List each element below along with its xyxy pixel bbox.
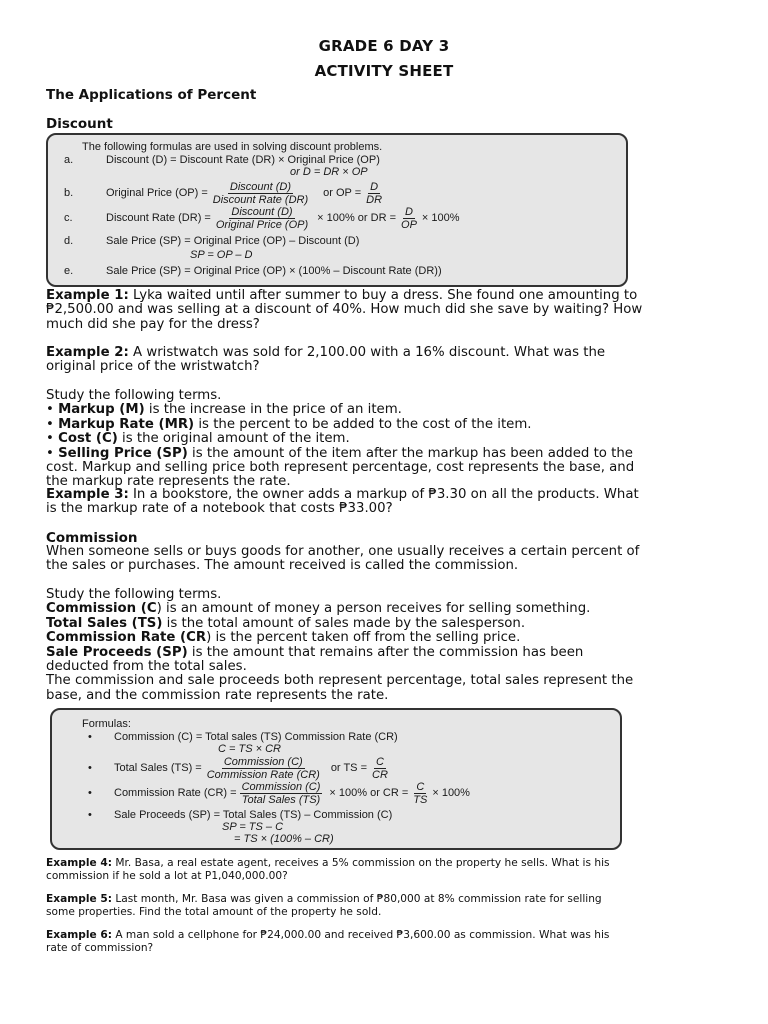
formula-c-end: × 100%: [421, 212, 460, 224]
example-3: [46, 488, 726, 517]
example-4-label: Example 4:: [46, 857, 112, 869]
example-4: [46, 857, 726, 883]
term-selling-price-def: is the amount of the item after the markup has been added to the: [187, 445, 633, 461]
example-5-label: Example 5:: [46, 893, 112, 905]
commission-formula-4-bullet: •: [88, 809, 92, 821]
formula-d-label: d.: [64, 235, 74, 247]
formula-a-label: a.: [64, 154, 74, 166]
commission-formula-3: [88, 780, 470, 806]
commission-formula-4: Sale Proceeds (SP) = Total Sales (TS) – Commission (C): [114, 809, 393, 821]
commission-formula-2-numerator: Commission (C): [223, 755, 303, 768]
commission-formula-3-numerator: Commission (C): [241, 780, 321, 793]
term-total-sales: Total Sales (TS): [46, 615, 163, 631]
example-1-line3: much did she pay for the dress?: [46, 316, 260, 332]
formula-b-numerator-short: D: [370, 180, 379, 193]
commission-box-heading: Formulas:: [82, 718, 131, 730]
commission-formula-2-lhs: Total Sales (TS) =: [114, 762, 202, 774]
commission-formula-2-bullet: •: [88, 762, 92, 774]
formula-a-alt: or D = DR × OP: [290, 166, 368, 178]
markup-terms-intro: Study the following terms.: [46, 388, 222, 403]
commission-formula-4-alt2: = TS × (100% – CR): [234, 833, 334, 845]
term-markup-rate-def: is the percent to be added to the cost of the item.: [194, 416, 532, 432]
formula-c-numerator: Discount (D): [231, 205, 293, 218]
section-heading-applications: The Applications of Percent: [46, 87, 257, 103]
formula-b-lhs: Original Price (OP) =: [106, 187, 208, 199]
commission-terms: [46, 588, 726, 703]
formula-b-numerator: Discount (D): [229, 180, 292, 193]
markup-terms: [46, 389, 726, 490]
formula-e: Sale Price (SP) = Original Price (OP) × (100% – Discount Rate (DR)): [106, 265, 442, 277]
commission-formula-2-denominator-short: CR: [372, 768, 388, 781]
formula-b: [64, 180, 387, 206]
commission-intro-line1: When someone sells or buys goods for another, one usually receives a certain percent of: [46, 544, 640, 559]
term-cost-def: is the original amount of the item.: [117, 431, 350, 447]
commission-formula-3-fraction-short: [411, 781, 429, 806]
section-heading-commission: Commission: [46, 530, 138, 546]
commission-formula-2-fraction: [205, 756, 322, 781]
commission-formula-3-end: × 100%: [432, 787, 470, 799]
formula-b-denominator: Discount Rate (DR): [212, 193, 309, 206]
commission-formula-3-denominator-short: TS: [413, 793, 428, 806]
formula-c-denominator-short: OP: [401, 218, 417, 231]
commission-formula-3-lhs: Commission Rate (CR) =: [114, 787, 237, 799]
term-commission-rate: Commission Rate (CR: [46, 630, 207, 646]
formula-c-numerator-short: D: [404, 205, 413, 218]
term-markup: Markup (M): [58, 402, 145, 418]
term-cost: Cost (C): [58, 431, 118, 447]
commission-intro-line2: the sales or purchases. The amount received is called the commission.: [46, 558, 519, 574]
bullet: •: [46, 431, 59, 447]
commission-intro: [46, 545, 726, 574]
page-subtitle: ACTIVITY SHEET: [314, 62, 454, 80]
formula-b-fraction: [211, 181, 310, 206]
formula-b-fraction-short: [364, 181, 384, 206]
commission-formula-2-numerator-short: C: [375, 755, 384, 768]
commission-terms-line7: base, and the commission rate represents the rate.: [46, 687, 389, 703]
bullet: •: [46, 402, 59, 418]
commission-formula-1: Commission (C) = Total sales (TS) Commission Rate (CR): [114, 731, 398, 743]
example-2-label: Example 2:: [46, 345, 129, 360]
commission-formula-3-mid: × 100% or CR =: [329, 787, 409, 799]
commission-terms-line5: deducted from the total sales.: [46, 659, 247, 675]
example-5-line2: some properties. Find the total amount of the property he sold.: [46, 906, 382, 918]
term-commission-def: ) is an amount of money a person receives for selling something.: [156, 601, 591, 617]
example-6: [46, 929, 726, 955]
commission-formula-1-alt: C = TS × CR: [218, 743, 281, 755]
example-1-line2: ₱2,500.00 and was selling at a discount of 40%. How much did she save by waiting? How: [46, 302, 643, 318]
example-2: [46, 346, 726, 375]
markup-terms-line5: cost. Markup and selling price both represent percentage, cost represents the base, and: [46, 460, 635, 476]
formula-a: Discount (D) = Discount Rate (DR) × Original Price (OP): [106, 154, 380, 166]
example-3-label: Example 3:: [46, 487, 129, 502]
formula-c: [64, 205, 460, 231]
term-commission-rate-def: ) is the percent taken off from the selling price.: [206, 630, 521, 646]
example-5-line1: Last month, Mr. Basa was given a commission of ₱80,000 at 8% commission rate for selling: [111, 893, 602, 905]
example-4-line1: Mr. Basa, a real estate agent, receives a 5% commission on the property he sells. What is his: [111, 857, 610, 869]
commission-formula-2-fraction-short: [370, 756, 390, 781]
formula-c-lhs: Discount Rate (DR) =: [106, 212, 211, 224]
formula-b-label: b.: [64, 187, 74, 199]
term-commission: Commission (C: [46, 601, 157, 617]
example-6-line2: rate of commission?: [46, 942, 154, 954]
formula-c-mid: × 100% or DR =: [317, 212, 397, 224]
example-2-line2: original price of the wristwatch?: [46, 359, 260, 375]
example-3-line1: In a bookstore, the owner adds a markup of ₱3.30 on all the products. What: [128, 487, 639, 502]
commission-formula-3-denominator: Total Sales (TS): [241, 793, 321, 806]
formula-c-denominator: Original Price (OP): [215, 218, 309, 231]
commission-terms-line6: The commission and sale proceeds both represent percentage, total sales represent the: [46, 673, 634, 689]
commission-formula-1-bullet: •: [88, 731, 92, 743]
term-markup-rate: Markup Rate (MR): [58, 416, 195, 432]
example-1: [46, 289, 726, 332]
section-heading-discount: Discount: [46, 116, 113, 132]
commission-formula-2-or: or TS =: [330, 762, 367, 774]
commission-formula-2-denominator: Commission Rate (CR): [206, 768, 320, 781]
term-sale-proceeds: Sale Proceeds (SP): [46, 644, 188, 660]
example-6-label: Example 6:: [46, 929, 112, 941]
commission-formula-box: [50, 708, 622, 850]
example-5: [46, 893, 726, 919]
formula-c-fraction: [214, 206, 310, 231]
term-selling-price: Selling Price (SP): [58, 445, 188, 461]
commission-formula-4-alt1: SP = TS – C: [222, 821, 284, 833]
commission-formula-2: [88, 755, 393, 781]
commission-formula-3-bullet: •: [88, 787, 92, 799]
commission-terms-intro: Study the following terms.: [46, 587, 222, 602]
bullet: •: [46, 445, 59, 461]
example-6-line1: A man sold a cellphone for ₱24,000.00 and received ₱3,600.00 as commission. What was his: [111, 929, 610, 941]
formula-c-label: c.: [64, 212, 73, 224]
example-3-line2: is the markup rate of a notebook that costs ₱33.00?: [46, 501, 393, 517]
discount-formula-box: [46, 133, 628, 287]
markup-terms-line6: the markup rate represents the rate.: [46, 474, 291, 490]
term-total-sales-def: is the total amount of sales made by the salesperson.: [162, 615, 526, 631]
example-1-line1: Lyka waited until after summer to buy a dress. She found one amounting to: [128, 288, 638, 303]
commission-formula-3-fraction: [240, 781, 323, 806]
formula-d-alt: SP = OP – D: [190, 249, 253, 261]
formula-c-fraction-short: [399, 206, 419, 231]
example-2-line1: A wristwatch was sold for 2,100.00 with a 16% discount. What was the: [128, 345, 606, 360]
discount-box-intro: The following formulas are used in solving discount problems.: [82, 141, 383, 153]
example-1-label: Example 1:: [46, 288, 129, 303]
formula-b-or: or OP =: [323, 187, 362, 199]
page-title: GRADE 6 DAY 3: [318, 37, 450, 55]
term-sale-proceeds-def: is the amount that remains after the commission has been: [187, 644, 584, 660]
formula-b-denominator-short: DR: [366, 193, 383, 206]
commission-formula-3-numerator-short: C: [416, 780, 425, 793]
formula-d: Sale Price (SP) = Original Price (OP) – Discount (D): [106, 235, 360, 247]
formula-e-label: e.: [64, 265, 74, 277]
example-4-line2: commission if he sold a lot at P1,040,000.00?: [46, 870, 288, 882]
term-markup-def: is the increase in the price of an item.: [144, 402, 402, 418]
bullet: •: [46, 416, 59, 432]
